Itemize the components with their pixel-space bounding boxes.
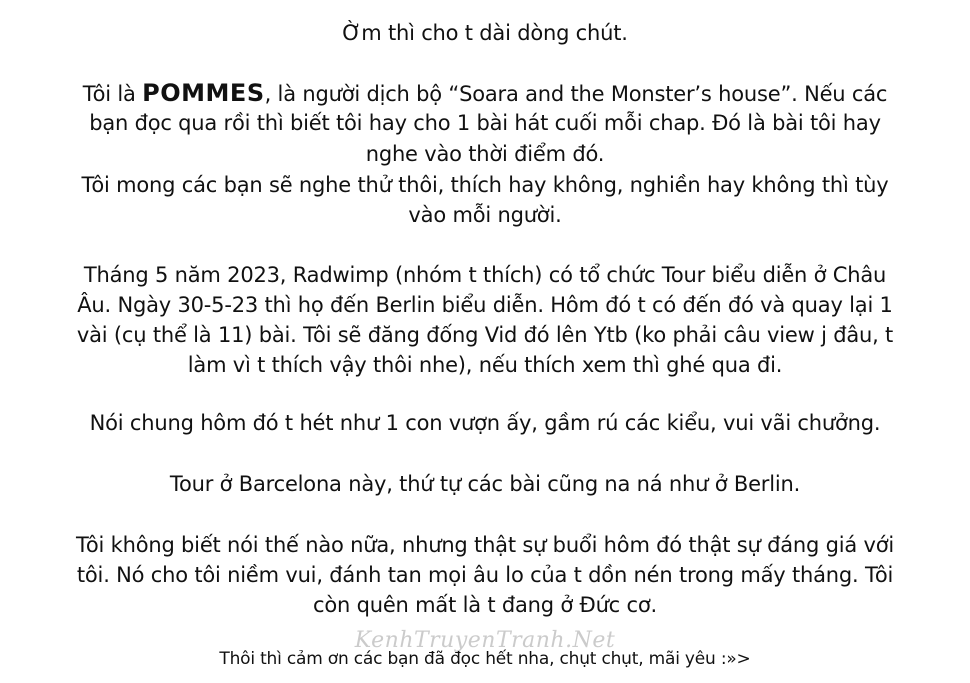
thanks-footer: Thôi thì cảm ơn các bạn đã đọc hết nha, chụt chụt, mãi yêu :»> [219,649,751,669]
closing-line-2: tôi. Nó cho tôi niềm vui, đánh tan mọi âu lo của t dồn nén trong mấy tháng. Tôi [76,563,894,587]
opening-line: Ờm thì cho t dài dòng chút. [342,21,628,45]
tour-line-3: vài (cụ thể là 11) bài. Tôi sẽ đăng đống Vid đó lên Ytb (ko phải câu view j đâu, t [76,323,894,347]
barcelona-line: Tour ở Barcelona này, thứ tự các bài cũng na ná như ở Berlin. [169,472,801,496]
tour-line-4: làm vì t thích vậy thôi nhe), nếu thích xem thì ghé qua đi. [187,353,783,377]
intro-line-4: Tôi mong các bạn sẽ nghe thử thôi, thích hay không, nghiền hay không thì tùy [81,173,889,197]
intro-line-3: nghe vào thời điểm đó. [365,142,605,166]
intro-line-5: vào mỗi người. [408,203,562,227]
intro-line-2: bạn đọc qua rồi thì biết tôi hay cho 1 bài hát cuối mỗi chap. Đó là bài tôi hay [89,111,881,135]
intro-line-1 [0,78,970,109]
closing-line-3: còn quên mất là t đang ở Đức cơ. [313,593,657,617]
summary-line: Nói chung hôm đó t hét như 1 con vượn ấy, gầm rú các kiểu, vui vãi chưởng. [89,411,881,435]
tour-line-2: Âu. Ngày 30-5-23 thì họ đến Berlin biểu diễn. Hôm đó t có đến đó và quay lại 1 [77,293,893,317]
closing-line-1: Tôi không biết nói thế nào nữa, nhưng thật sự buổi hôm đó thật sự đáng giá với [75,533,895,557]
site-watermark: KenhTruyenTranh.Net [354,628,616,653]
intro-prefix: Tôi là [82,82,143,106]
tour-line-1: Tháng 5 năm 2023, Radwimp (nhóm t thích) có tổ chức Tour biểu diễn ở Châu [83,263,887,287]
translator-name: POMMES [142,79,265,107]
intro-suffix: , là người dịch bộ “Soara and the Monster’s house”. Nếu các [264,82,888,106]
